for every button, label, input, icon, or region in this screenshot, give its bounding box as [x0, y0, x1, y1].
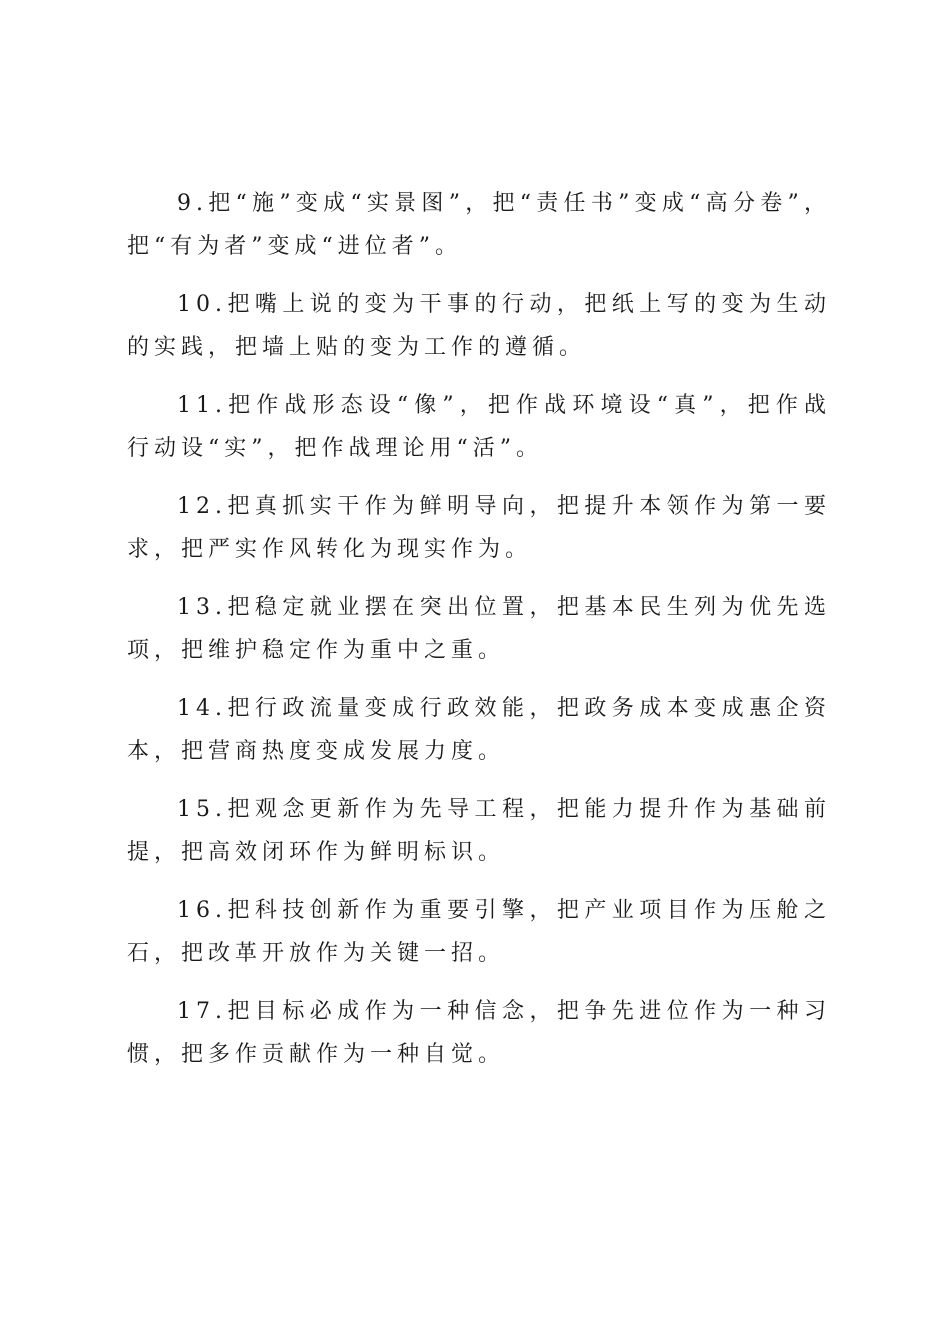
paragraph-12: 12.把真抓实干作为鲜明导向，把提升本领作为第一要求，把严实作风转化为现实作为。 [127, 494, 831, 562]
paragraph-17: 17.把目标必成作为一种信念，把争先进位作为一种习惯，把多作贡献作为一种自觉。 [127, 999, 831, 1067]
paragraph-14: 14.把行政流量变成行政效能，把政务成本变成惠企资本，把营商热度变成发展力度。 [127, 696, 831, 764]
paragraph-11: 11.把作战形态设“像”，把作战环境设“真”，把作战行动设“实”，把作战理论用“活”。 [127, 393, 831, 461]
paragraph-9: 9.把“施”变成“实景图”，把“责任书”变成“高分卷”，把“有为者”变成“进位者”。 [127, 191, 831, 259]
document-body [127, 182, 831, 1091]
paragraph-10: 10.把嘴上说的变为干事的行动，把纸上写的变为生动的实践，把墙上贴的变为工作的遵循。 [127, 292, 831, 360]
paragraph-15: 15.把观念更新作为先导工程，把能力提升作为基础前提，把高效闭环作为鲜明标识。 [127, 797, 831, 865]
paragraph-16: 16.把科技创新作为重要引擎，把产业项目作为压舱之石，把改革开放作为关键一招。 [127, 898, 831, 966]
paragraph-13: 13.把稳定就业摆在突出位置，把基本民生列为优先选项，把维护稳定作为重中之重。 [127, 595, 831, 663]
